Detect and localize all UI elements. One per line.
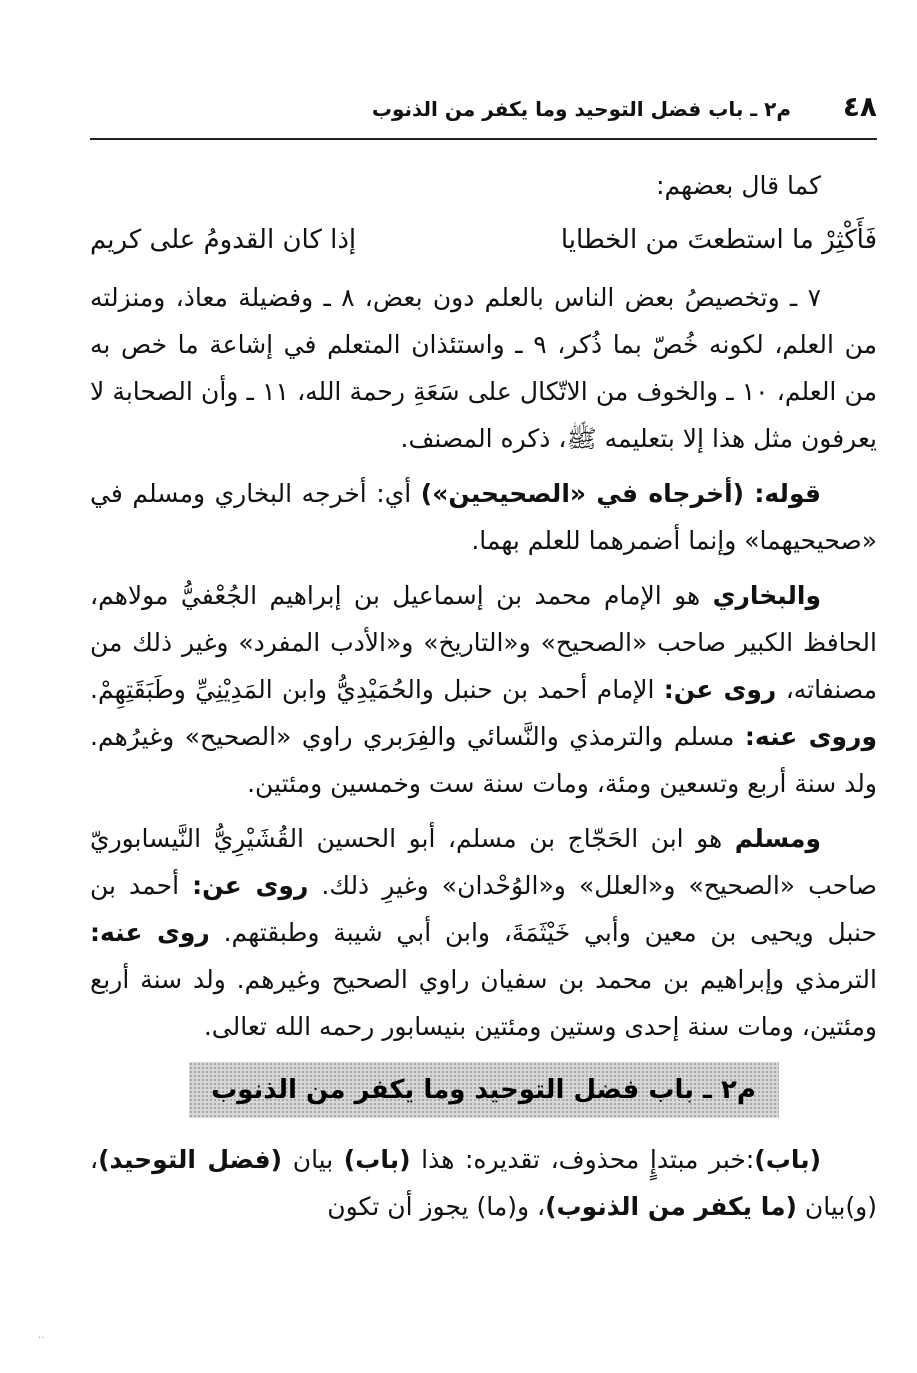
explanation-text-b: بيان [282, 1145, 344, 1174]
book-page [90, 92, 877, 1373]
bukhari-text-b: الإمام أحمد بن حنبل والحُمَيْدِيُّ وابن المَدِيْنِيِّ وطَبَقَتِهِمْ. [90, 675, 664, 704]
bukhari-text-a: هو الإمام محمد بن إسماعيل بن إبراهيم الجُعْفيُّ مولاهم، الحافظ الكبير صاحب «الصحيح» و«التاريخ» و«الأدب المفرد» وغير ذلك من مصنفاته، [90, 581, 877, 704]
explanation-text-a: :خبر مبتدإٍ محذوف، تقديره: هذا [410, 1145, 755, 1174]
page-number: ٤٨ [842, 90, 877, 123]
muslim-paragraph [90, 815, 877, 1050]
poem-second-hemistich: إذا كان القدومُ على كريم [90, 225, 357, 255]
bukhari-text-c: مسلم والترمذي والنَّسائي والفِرَبري راوي «الصحيح» وغيرُهم. ولد سنة أربع وتسعين ومئة، ومات سنة ست وخمسين ومئتين. [90, 722, 877, 798]
section-heading-box [189, 1062, 779, 1118]
commentary-text: أي: أخرجه البخاري ومسلم في «صحيحيهما» وإنما أضمرهما للعلم بهما. [90, 479, 877, 555]
page-body [90, 162, 877, 1238]
term-bab-2: (باب) [343, 1145, 411, 1174]
muslim-narrated-by: روى عنه: [90, 918, 210, 947]
muslim-narrated-from: روى عن: [192, 871, 309, 900]
muslim-text-c: الترمذي وإبراهيم بن محمد بن سفيان راوي الصحيح وغيرهم. ولد سنة أربع ومئتين، ومات سنة إحدى وستين ومئتين بنيسابور رحمه الله تعالى. [90, 965, 877, 1041]
page-header [90, 92, 877, 140]
benefits-paragraph: ٧ ـ وتخصيصُ بعض الناس بالعلم دون بعض، ٨ ـ وفضيلة معاذ، ومنزلته من العلم، لكونه خُصّ بما ذُكر، ٩ ـ واستئذان المتعلم في إشاعة ما خص به من العلم، ١٠ ـ والخوف من الاتّكال على سَعَةِ رحمة الله، ١١ ـ وأن الصحابة لا يعرفون مثل هذا إلا بتعليمه ﷺ، ذكره المصنف. [90, 283, 877, 453]
bukhari-narrated-from: روى عن: [663, 675, 777, 704]
term-bab-1: (باب) [754, 1145, 822, 1174]
poem-first-hemistich: فَأَكْثِرْ ما استطعتَ من الخطايا [560, 225, 877, 255]
explanation-text-d: ، و(ما) يجوز أن تكون [327, 1192, 546, 1221]
commentary-paragraph [90, 470, 877, 564]
section-title: م٢ ـ باب فضل التوحيد وما يكفر من الذنوب [211, 1074, 756, 1105]
muslim-lead: ومسلم [734, 824, 821, 853]
scan-mark: .. [38, 1330, 45, 1341]
term-fadl-tawhid: (فضل التوحيد) [98, 1145, 283, 1174]
muslim-text-b: أحمد بن حنبل ويحيى بن معين وأبي خَيْثَمَةَ، وابن أبي شيبة وطبقتهم. [90, 871, 877, 947]
intro-line: كما قال بعضهم: [656, 171, 821, 200]
muslim-text-a: هو ابن الحَجّاج بن مسلم، أبو الحسين القُشَيْرِيُّ النَّيسابوريّ صاحب «الصحيح» و«العلل» و«الوُحْدان» وغيرِ ذلك. [90, 824, 878, 900]
bukhari-narrated-by: وروى عنه: [744, 722, 877, 751]
bukhari-lead: والبخاري [712, 581, 821, 610]
poem-verse [90, 217, 877, 264]
explanation-text-c: ، (و)بيان [90, 1145, 877, 1221]
bukhari-paragraph [90, 572, 877, 807]
running-title: م٢ ـ باب فضل التوحيد وما يكفر من الذنوب [368, 96, 791, 122]
chapter-explanation-paragraph [90, 1136, 877, 1230]
term-ma-yukaffar: (ما يكفر من الذنوب) [545, 1192, 797, 1221]
commentary-lead: قوله: (أخرجاه في «الصحيحين») [420, 479, 821, 508]
